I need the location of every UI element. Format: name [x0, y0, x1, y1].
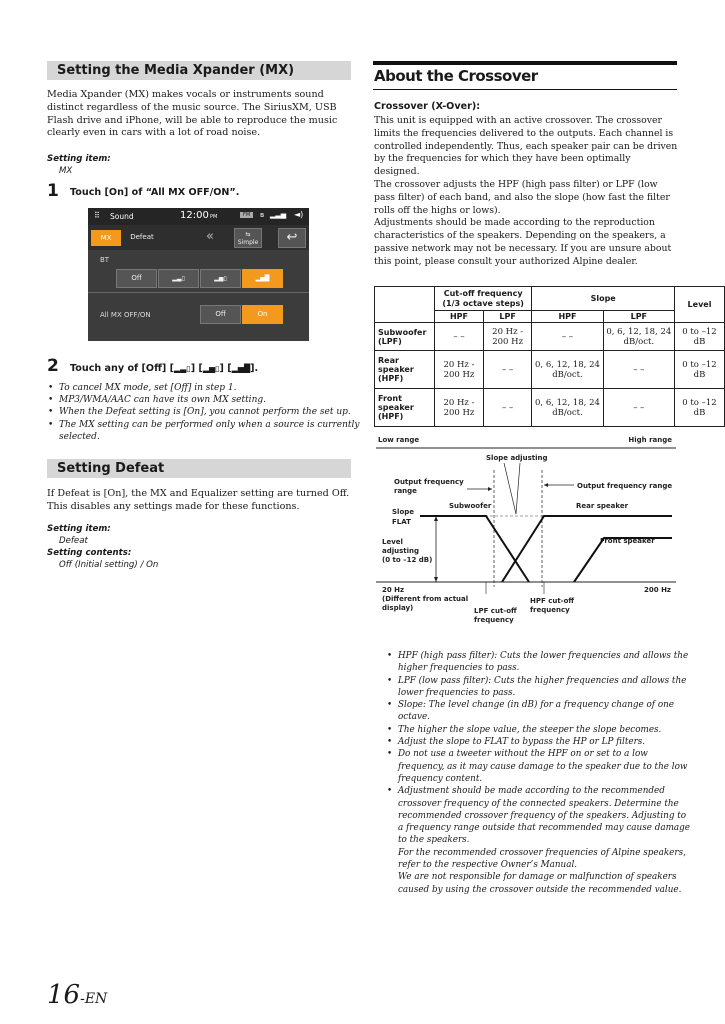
table-cell: Rear speaker (HPF): [375, 351, 435, 389]
table-cell: Subwoofer (LPF): [375, 323, 435, 351]
setting-item-value: MX: [59, 166, 73, 176]
slope-pointer-line: [516, 463, 520, 514]
table-header-hpf: HPF: [435, 311, 484, 323]
tab-defeat[interactable]: Defeat: [130, 233, 154, 241]
crossover-table: [374, 286, 725, 427]
subwoofer-label: Subwoofer: [449, 502, 492, 510]
table-header-slope-hpf: HPF: [532, 311, 603, 323]
lpf-cutoff-l2: frequency: [474, 616, 514, 624]
hz200-label: 200 Hz: [644, 586, 671, 594]
step-1-number: 1: [47, 181, 59, 201]
table-row: [375, 351, 725, 389]
table-header-slope: Slope: [532, 287, 675, 311]
setting-item-label: Setting item:: [47, 154, 111, 164]
table-header-slope-lpf: LPF: [603, 311, 674, 323]
defeat-intro-paragraph: If Defeat is [On], the MX and Equalizer setting are turned Off. This disables any settings made for these functions.: [47, 488, 350, 512]
hz20-l3: display): [382, 604, 414, 612]
table-cell: – –: [532, 323, 603, 351]
list-item: • Do not use a tweeter without the HPF on or set to a low frequency, as it may cause damage to the speaker due to the low frequency content.: [398, 748, 690, 785]
crossover-para-3: Adjustments should be made according to the reproduction characteristics of the speakers. Depending on the speakers, a passive network may not be necessary. If you are unsure about this point, please consult your authorized Alpine dealer.: [374, 217, 672, 267]
swap-icon: ⇆: [245, 231, 251, 238]
clock-time: 12:00: [180, 210, 209, 221]
table-cell: – –: [603, 389, 674, 427]
mx-section-heading: Setting the Media Xpander (MX): [47, 61, 351, 80]
crossover-diagram: [374, 432, 678, 632]
crossover-para-1: This unit is equipped with an active crossover. The crossover limits the frequencies delivered to the outputs. Each channel is controlled independently. Thus, each speaker pair can be driven by the frequencies for which they have been optimally designed.: [374, 115, 678, 178]
source-label: BT: [100, 256, 110, 264]
rear-speaker-label: Rear speaker: [576, 502, 629, 510]
menu-grid-icon[interactable]: ⠿: [94, 211, 100, 220]
table-cell: – –: [484, 351, 532, 389]
list-item: • When the Defeat setting is [On], you cannot perform the set up.: [59, 406, 364, 418]
high-range-label: High range: [628, 436, 672, 444]
table-cell: 20 Hz - 200 Hz: [484, 323, 532, 351]
back-arrow-icon: ↩: [286, 230, 298, 245]
table-cell: 0, 6, 12, 18, 24 dB/oct.: [532, 351, 603, 389]
table-row: [375, 389, 725, 427]
table-cell: 0, 6, 12, 18, 24 dB/oct.: [603, 323, 674, 351]
sound-screen: [88, 208, 309, 341]
table-corner: [375, 287, 435, 323]
slope-pointer-line: [504, 463, 516, 514]
slope-adjusting-label: Slope adjusting: [486, 454, 548, 462]
slope-flat-l1: Slope: [392, 508, 415, 516]
note-extra-2: We are not responsible for damage or malfunction of speakers caused by using the crossover outside the recommended value.: [398, 872, 682, 895]
step-2-number: 2: [47, 356, 59, 376]
screen-title: Sound: [110, 212, 134, 221]
level-1-bars-icon: ▂▃▯: [172, 275, 185, 282]
table-cell: 20 Hz - 200 Hz: [435, 389, 484, 427]
page-suffix: -EN: [80, 991, 108, 1007]
table-cell: – –: [603, 351, 674, 389]
crossover-para-2: The crossover adjusts the HPF (high pass filter) or LPF (low pass filter) of each band, and also the slope (how fast the filter rolls off the highs or lows).: [374, 178, 670, 216]
band-indicator: FM: [240, 212, 253, 218]
table-cell: – –: [435, 323, 484, 351]
crossover-notes-list: [386, 650, 690, 896]
table-cell: 0 to –12 dB: [675, 351, 725, 389]
list-item: • Adjust the slope to FLAT to bypass the HP or LP filters.: [398, 736, 690, 748]
level-1-icon: ▂▃▯: [173, 364, 191, 373]
list-item: • Slope: The level change (in dB) for a frequency change of one octave.: [398, 699, 690, 724]
hz20-l1: 20 Hz: [382, 586, 405, 594]
hpf-cutoff-l2: frequency: [530, 606, 570, 614]
defeat-contents-value: Off (Initial setting) / On: [59, 560, 159, 570]
defeat-item-value: Defeat: [59, 536, 88, 546]
table-header-cutoff: Cut-off frequency (1/3 octave steps): [435, 287, 532, 311]
level-2-icon: ▂▅▯: [202, 364, 220, 373]
output-range-right: Output frequency range: [577, 482, 673, 490]
heading-underline: [373, 89, 677, 90]
mx-notes-list: [47, 382, 364, 443]
defeat-section-heading: Setting Defeat: [47, 459, 351, 478]
all-mx-on-button[interactable]: On: [242, 305, 283, 324]
table-cell: 0 to –12 dB: [675, 323, 725, 351]
step-2-lead: Touch any of [Off] [: [70, 363, 174, 374]
table-cell: 0 to –12 dB: [675, 389, 725, 427]
divider: [88, 292, 309, 293]
step-2-text: Touch any of [Off] [▂▃▯] [▂▅▯] [▂▅█].: [70, 363, 259, 374]
defeat-item-label: Setting item:: [47, 524, 111, 534]
rear-speaker-curve: [502, 516, 672, 582]
crossover-body: [374, 115, 678, 269]
list-item: • The MX setting can be performed only when a source is currently selected.: [59, 419, 364, 443]
chevron-left-icon[interactable]: «: [206, 229, 214, 244]
list-item: • To cancel MX mode, set [Off] in step 1.: [59, 382, 364, 394]
list-item: • The higher the slope value, the steeper the slope becomes.: [398, 724, 690, 736]
list-item: • HPF (high pass filter): Cuts the lower frequencies and allows the higher frequencies to pass.: [398, 650, 690, 675]
list-item: • LPF (low pass filter): Cuts the higher frequencies and allows the lower frequencies to pass.: [398, 675, 690, 700]
bluetooth-icon: ʙ: [260, 211, 265, 219]
list-item: [398, 785, 690, 896]
level-off-button[interactable]: Off: [116, 269, 157, 288]
simple-button[interactable]: [234, 228, 262, 248]
level-3-button[interactable]: [242, 269, 283, 288]
all-mx-label: All MX OFF/ON: [100, 311, 151, 319]
list-item: • MP3/WMA/AAC can have its own MX setting.: [59, 394, 364, 406]
table-header-level: Level: [675, 287, 725, 323]
page-number: [47, 980, 107, 1010]
level-2-button[interactable]: [200, 269, 241, 288]
screen-tab-bar: [88, 225, 309, 250]
level-3-bars-icon: ▂▅█: [255, 275, 270, 282]
signal-icon: ▂▃▅: [270, 211, 287, 219]
front-speaker-label: Front speaker: [600, 537, 655, 545]
tab-mx[interactable]: MX: [91, 230, 121, 246]
table-cell: 0, 6, 12, 18, 24 dB/oct.: [532, 389, 603, 427]
step-1-text: Touch [On] of “All MX OFF/ON”.: [70, 187, 240, 198]
level-2-bars-icon: ▂▅▯: [214, 275, 227, 282]
level-1-button[interactable]: [158, 269, 199, 288]
level-adjusting-l3: (0 to –12 dB): [382, 556, 433, 564]
mx-intro-paragraph: Media Xpander (MX) makes vocals or instruments sound distinct regardless of the music source. The SiriusXM, USB Flash drive and iPhone, will be able to reproduce the music clearly even in cars with a lot of road noise.: [47, 89, 338, 139]
level-adjusting-l1: Level: [382, 538, 403, 546]
heading-rule: [373, 61, 677, 65]
clock-suffix: PM: [210, 214, 218, 220]
page-number-value: 16: [47, 980, 81, 1010]
table-header-lpf: LPF: [484, 311, 532, 323]
crossover-heading: About the Crossover: [374, 67, 538, 85]
simple-label: Simple: [237, 239, 259, 246]
table-cell: Front speaker (HPF): [375, 389, 435, 427]
table-cell: – –: [484, 389, 532, 427]
crossover-subheading: Crossover (X-Over):: [374, 101, 481, 112]
note-text: Adjustment should be made according to the recommended crossover frequency of the connected speakers. Determine the recommended crossover frequency of the speakers. Adjusting to a frequency range outside that recommended may cause damage to the speakers.: [398, 786, 691, 846]
all-mx-off-button[interactable]: Off: [200, 305, 241, 324]
screen-status-bar: [88, 208, 309, 225]
table-row: [375, 323, 725, 351]
output-range-left-l1: Output frequency: [394, 478, 464, 486]
arrow-head: [544, 483, 548, 487]
level-3-icon: ▂▅█: [231, 364, 251, 373]
slope-flat-l2: FLAT: [392, 518, 411, 526]
hz20-l2: (Different from actual: [382, 595, 469, 603]
hpf-cutoff-l1: HPF cut-off: [530, 597, 575, 605]
note-extra-1: For the recommended crossover frequencies of Alpine speakers, refer to the respective Owner’s Manual.: [398, 847, 686, 871]
back-button[interactable]: [278, 228, 306, 248]
table-cell: 20 Hz - 200 Hz: [435, 351, 484, 389]
arrow-head: [488, 487, 492, 491]
defeat-contents-label: Setting contents:: [47, 548, 132, 558]
lpf-cutoff-l1: LPF cut-off: [474, 607, 517, 615]
volume-icon: ◄): [294, 210, 304, 219]
output-range-left-l2: range: [394, 487, 417, 495]
low-range-label: Low range: [378, 436, 420, 444]
level-adjusting-l2: adjusting: [382, 547, 420, 555]
